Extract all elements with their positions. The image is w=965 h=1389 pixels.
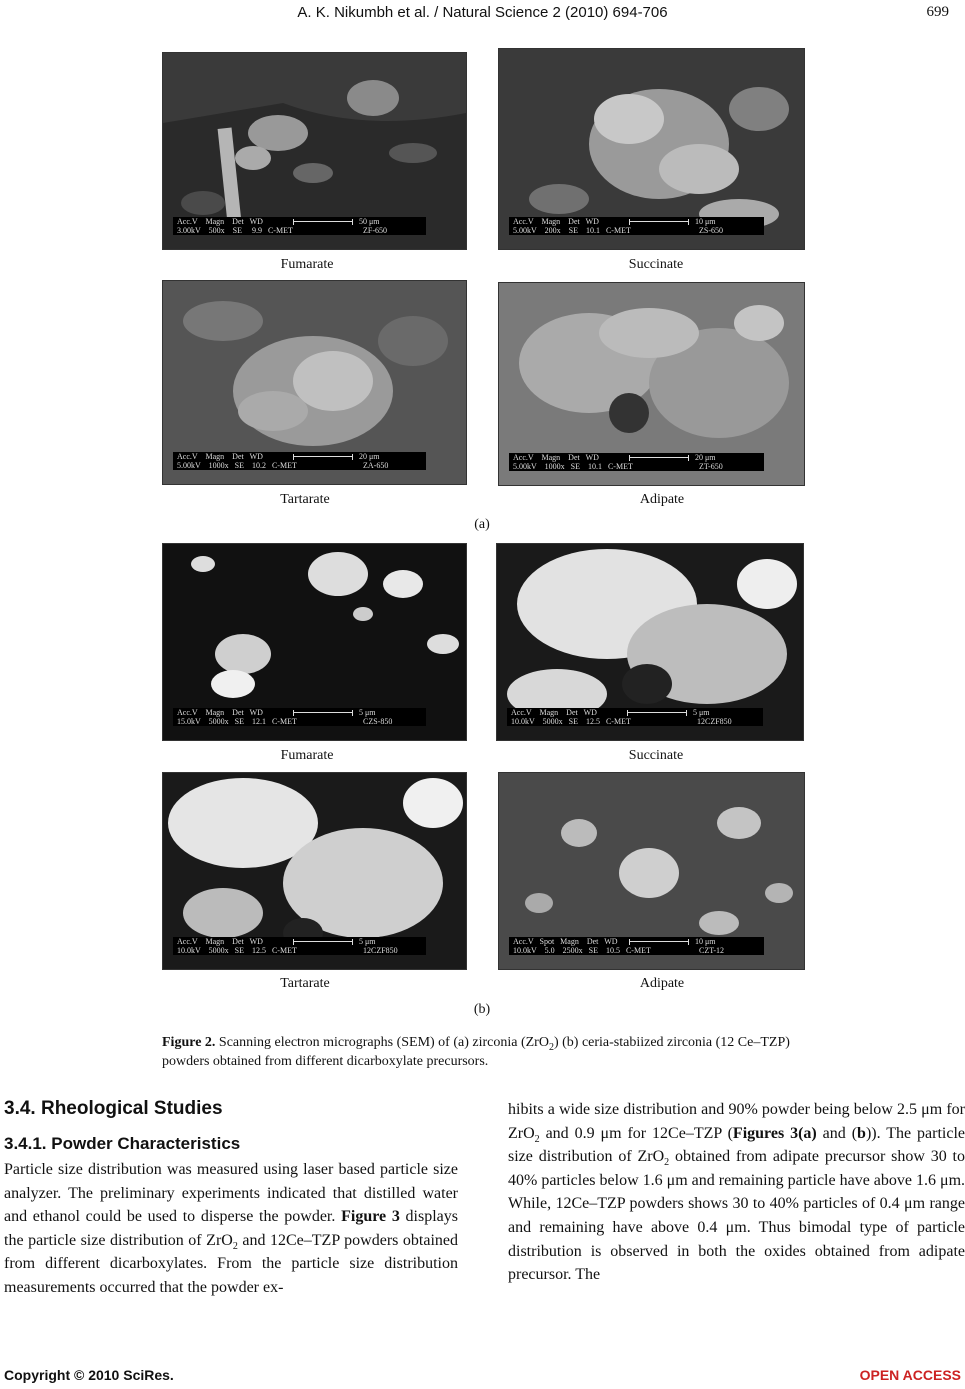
panel-caption: Fumarate [280, 257, 334, 272]
figure-reference[interactable]: b [857, 1124, 866, 1142]
sem-databar: Acc.V Magn Det WD 10.0kV 5000x SE 12.5 C-MET 5 μm 12CZF850 [173, 937, 426, 955]
subsection-heading: 3.4.1. Powder Characteristics [4, 1134, 241, 1153]
sem-databar: Acc.V Magn Det WD 15.0kV 5000x SE 12.1 C-MET 5 μm CZS-850 [173, 708, 426, 726]
body-text-left: Particle size distribution was measured using laser based particle size analyzer. The preliminary experiments indicated that distilled water and ethanol could be used to disperse the powder. Figure 3 displays the particle size distribution of ZrO$_2$ and 12Ce–TZP powders obtained from different dicarboxylates. From the particle size distribution measurements occurred that the powder ex- [4, 1161, 459, 1296]
running-header: A. K. Nikumbh et al. / Natural Science 2 (2010) 694-706 [297, 4, 668, 21]
sem-databar: Acc.V Magn Det WD 5.00kV 1000x SE 10.2 C-MET 20 μm ZA-650 [173, 452, 426, 470]
panel-caption: Adipate [639, 492, 685, 507]
body-text-right: hibits a wide size distribution and 90% powder being below 2.5 μm for ZrO$_2$ and 0.9 μm for 12Ce–TZP (Figures 3(a) and (b)). The particle size distribution of ZrO$_2$ obtained from adipate precursor show 30 to 40% particles below 1.6 μm and remaining particle have above 1.6 μm. While, 12Ce–TZP powders shows 30 to 40% particles of 0.4 μm range and remaining have above 0.4 μm. Thus bimodal type of particle distribution is observed in both the oxides obtained from adipate precursor. The [508, 1101, 965, 1284]
sem-databar: Acc.V Magn Det WD 3.00kV 500x SE 9.9 C-MET 50 μm ZF-650 [173, 217, 426, 235]
sem-databar: Acc.V Magn Det WD 5.00kV 1000x SE 10.1 C-MET 20 μm ZT-650 [509, 453, 764, 471]
sem-image-b-adipate [498, 772, 805, 970]
sem-image-a-adipate [498, 282, 805, 486]
footer-copyright: Copyright © 2010 SciRes. [4, 1367, 174, 1383]
sem-image-b-fumarate [162, 543, 467, 741]
panel-caption: Fumarate [280, 748, 334, 763]
footer-open-access: OPEN ACCESS [859, 1367, 961, 1383]
page-number: 699 [926, 4, 949, 20]
sem-databar: Acc.V Spot Magn Det WD 10.0kV 5.0 2500x SE 10.5 C-MET 10 μm CZT-12 [509, 937, 764, 955]
sem-image-b-succinate [496, 543, 804, 741]
section-heading: 3.4. Rheological Studies [4, 1098, 223, 1119]
sem-image-a-succinate [498, 48, 805, 250]
panel-caption: Succinate [628, 748, 684, 763]
sem-databar: Acc.V Magn Det WD 5.00kV 200x SE 10.1 C-MET 10 μm ZS-650 [509, 217, 764, 235]
sem-databar: Acc.V Magn Det WD 10.0kV 5000x SE 12.5 C-MET 5 μm 12CZF850 [507, 708, 763, 726]
figure-caption: Figure 2. Scanning electron micrographs (SEM) of (a) zirconia (ZrO$_2$) (b) ceria-stabiized zirconia (12 Ce–TZP) powders obtained from different dicarboxylate precursors. [162, 1035, 790, 1069]
panel-caption: Tartarate [280, 492, 330, 507]
figure-b-label: (b) [473, 1002, 491, 1017]
figure-a-label: (a) [474, 517, 490, 532]
panel-caption: Adipate [639, 976, 685, 991]
panel-caption: Tartarate [280, 976, 330, 991]
panel-caption: Succinate [628, 257, 684, 272]
figure-reference[interactable]: Figure 3 [341, 1208, 400, 1226]
sem-image-a-fumarate [162, 52, 467, 250]
sem-image-b-tartarate [162, 772, 467, 970]
sem-image-a-tartarate [162, 280, 467, 485]
figure-reference[interactable]: Figures 3(a) [732, 1124, 817, 1142]
